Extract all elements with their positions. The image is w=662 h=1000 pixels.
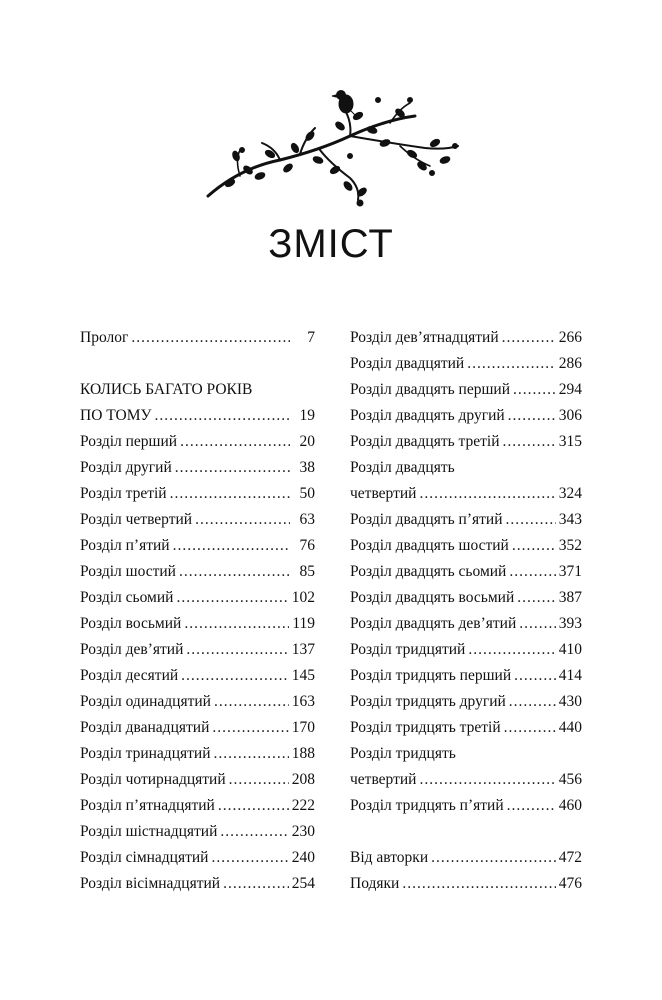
toc-entry — [80, 871, 315, 897]
toc-entry-label: Розділ тридцять п’ятий — [350, 797, 504, 814]
toc-leader-dots — [507, 793, 556, 819]
toc-leader-dots — [211, 845, 288, 871]
page-title: ЗМІСТ — [268, 222, 394, 266]
toc-entry — [350, 481, 582, 507]
toc-entry — [350, 611, 582, 637]
toc-entry — [350, 351, 582, 377]
toc-entry — [350, 585, 582, 611]
bird-on-branch-icon — [200, 88, 470, 218]
toc-leader-dots — [508, 403, 556, 429]
toc-entry-label: Розділ двадцятий — [350, 355, 465, 372]
toc-entry-label: Розділ перший — [80, 433, 178, 450]
toc-entry-label: Розділ четвертий — [80, 511, 193, 528]
toc-entry — [80, 845, 315, 871]
toc-entry-label: Розділ двадцять восьмий — [350, 589, 515, 606]
toc-entry-page: 456 — [558, 771, 582, 788]
toc-entry-page: 343 — [558, 511, 582, 528]
toc-entry-page: 371 — [558, 563, 582, 580]
toc-entry-page: 145 — [291, 667, 315, 684]
toc-entry-page: 352 — [558, 537, 582, 554]
toc-leader-dots — [504, 715, 556, 741]
toc-entry — [80, 611, 315, 637]
toc-leader-dots — [212, 715, 288, 741]
toc-entry — [350, 767, 582, 793]
toc-left-column — [80, 325, 315, 897]
toc-entry-page: 102 — [291, 589, 315, 606]
toc-entry-label: Розділ шостий — [80, 563, 176, 580]
toc-leader-dots — [179, 559, 290, 585]
toc-leader-dots — [509, 559, 555, 585]
toc-entry — [350, 325, 582, 351]
toc-leader-dots — [503, 429, 556, 455]
toc-leader-dots — [184, 611, 289, 637]
toc-entry-label: Розділ сьомий — [80, 589, 174, 606]
toc-entry — [350, 793, 582, 819]
toc-entry — [80, 663, 315, 689]
toc-spacer — [350, 819, 582, 845]
toc-entry-label: Розділ двадцять дев’ятий — [350, 615, 517, 632]
toc-entry-page: 315 — [558, 433, 582, 450]
toc-leader-dots — [467, 351, 556, 377]
toc-entry-label: Розділ дев’ятий — [80, 641, 184, 658]
toc-entry-page: 460 — [558, 797, 582, 814]
toc-entry-page: 440 — [558, 719, 582, 736]
toc-entry-label: Розділ восьмий — [80, 615, 182, 632]
toc-entry-page: 163 — [291, 693, 315, 710]
toc-entry-label: Розділ тридцять третій — [350, 719, 501, 736]
toc-leader-dots — [506, 507, 556, 533]
toc-entry-page: 430 — [558, 693, 582, 710]
toc-entry-label: Розділ третій — [80, 485, 167, 502]
toc-leader-dots — [180, 429, 290, 455]
toc-entry — [350, 741, 582, 767]
toc-entry — [80, 715, 315, 741]
toc-entry-page: 208 — [291, 771, 315, 788]
toc-entry-label: Розділ двадцять п’ятий — [350, 511, 503, 528]
toc-leader-dots — [186, 637, 288, 663]
toc-entry — [350, 429, 582, 455]
toc-entry-page: 85 — [299, 563, 315, 580]
toc-entry-page: 306 — [558, 407, 582, 424]
toc-leader-dots — [468, 637, 555, 663]
toc-entry — [350, 533, 582, 559]
toc-entry-page: 7 — [307, 329, 315, 346]
toc-entry — [80, 689, 315, 715]
toc-entry-page: 137 — [291, 641, 315, 658]
toc-entry — [350, 507, 582, 533]
toc-entry-label: Розділ шістнадцятий — [80, 823, 218, 840]
toc-entry-page: 119 — [292, 615, 315, 632]
toc-leader-dots — [176, 585, 288, 611]
toc-entry-page: 63 — [299, 511, 315, 528]
toc-entry-label: Розділ п’ятнадцятий — [80, 797, 215, 814]
toc-leader-dots — [195, 507, 290, 533]
toc-entry-page: 170 — [291, 719, 315, 736]
toc-leader-dots — [519, 611, 555, 637]
toc-entry-label: Пролог — [80, 329, 129, 346]
toc-entry-label: Розділ двадцять — [350, 459, 455, 476]
toc-entry-page: 188 — [291, 745, 315, 762]
toc-entry — [80, 819, 315, 845]
toc-entry — [80, 325, 315, 351]
toc-entry-label: четвертий — [350, 485, 417, 502]
toc-leader-dots — [419, 481, 555, 507]
toc-entry-label: Розділ тридцять перший — [350, 667, 512, 684]
toc-entry-label: Розділ тридцять другий — [350, 693, 506, 710]
toc-leader-dots — [514, 663, 556, 689]
toc-entry — [80, 793, 315, 819]
toc-entry — [80, 585, 315, 611]
toc-entry — [350, 871, 582, 897]
toc-entry-label: Розділ двадцять другий — [350, 407, 505, 424]
toc-entry — [350, 559, 582, 585]
toc-entry-label: ПО ТОМУ — [80, 407, 152, 424]
toc-leader-dots — [513, 377, 556, 403]
toc-leader-dots — [220, 819, 288, 845]
toc-entry-page: 38 — [299, 459, 315, 476]
toc-entry-label: Розділ двадцять третій — [350, 433, 500, 450]
toc-leader-dots — [170, 481, 290, 507]
toc-leader-dots — [173, 533, 290, 559]
toc-entry-label: Від авторки — [350, 849, 429, 866]
toc-entry-page: 286 — [558, 355, 582, 372]
toc-leader-dots — [175, 455, 290, 481]
toc-leader-dots — [214, 689, 289, 715]
toc-entry-label: Розділ вісімнадцятий — [80, 875, 221, 892]
toc-entry — [80, 559, 315, 585]
toc-entry — [80, 481, 315, 507]
toc-entry-label: Розділ двадцять перший — [350, 381, 510, 398]
toc-entry-page: 76 — [299, 537, 315, 554]
toc-entry — [80, 637, 315, 663]
toc-entry — [80, 455, 315, 481]
toc-entry-page: 387 — [558, 589, 582, 606]
toc-leader-dots — [419, 767, 555, 793]
toc-entry — [80, 429, 315, 455]
toc-entry-label: Розділ двадцять шостий — [350, 537, 509, 554]
toc-entry-label: КОЛИСЬ БАГАТО РОКІВ — [80, 381, 253, 398]
toc-entry-page: 410 — [558, 641, 582, 658]
toc-entry-page: 240 — [291, 849, 315, 866]
toc-leader-dots — [223, 871, 289, 897]
toc-leader-dots — [218, 793, 289, 819]
toc-leader-dots — [402, 871, 555, 897]
toc-entry-page: 230 — [291, 823, 315, 840]
toc-entry — [350, 715, 582, 741]
toc-entry-label: Розділ сімнадцятий — [80, 849, 209, 866]
toc-entry-page: 266 — [558, 329, 582, 346]
toc-leader-dots — [502, 325, 556, 351]
toc-entry — [350, 403, 582, 429]
toc-entry-page: 472 — [558, 849, 582, 866]
toc-entry-page: 254 — [291, 875, 315, 892]
toc-entry-label: Розділ двадцять сьомий — [350, 563, 507, 580]
toc-entry-label: Розділ дев’ятнадцятий — [350, 329, 499, 346]
toc-entry-page: 476 — [558, 875, 582, 892]
toc-leader-dots — [229, 767, 289, 793]
toc-entry-page: 50 — [299, 485, 315, 502]
toc-entry-label: Розділ одинадцятий — [80, 693, 211, 710]
toc-entry-label: Розділ тридцятий — [350, 641, 466, 658]
toc-entry-page: 222 — [291, 797, 315, 814]
toc-entry-label: Подяки — [350, 875, 400, 892]
toc-leader-dots — [517, 585, 556, 611]
toc-entry — [80, 403, 315, 429]
toc-entry — [80, 533, 315, 559]
toc-leader-dots — [509, 689, 556, 715]
toc-leader-dots — [154, 403, 290, 429]
toc-entry-page: 414 — [558, 667, 582, 684]
toc-entry — [350, 455, 582, 481]
toc-entry — [350, 689, 582, 715]
toc-entry — [80, 507, 315, 533]
toc-entry — [80, 767, 315, 793]
toc-leader-dots — [431, 845, 556, 871]
toc-entry-label: Розділ дванадцятий — [80, 719, 210, 736]
toc-entry-label: Розділ тридцять — [350, 745, 456, 762]
toc-entry-label: Розділ п’ятий — [80, 537, 170, 554]
toc-entry — [80, 741, 315, 767]
toc-entry-label: четвертий — [350, 771, 417, 788]
toc-entry-page: 324 — [558, 485, 582, 502]
toc-entry — [80, 377, 315, 403]
toc-entry-page: 294 — [558, 381, 582, 398]
toc-entry-page: 19 — [299, 407, 315, 424]
toc-leader-dots — [181, 663, 289, 689]
toc-entry-label: Розділ чотирнадцятий — [80, 771, 226, 788]
toc-leader-dots — [214, 741, 289, 767]
toc-right-column — [350, 325, 582, 897]
toc-entry-label: Розділ десятий — [80, 667, 179, 684]
toc-entry-page: 20 — [299, 433, 315, 450]
toc-leader-dots — [131, 325, 290, 351]
toc-entry — [350, 845, 582, 871]
toc-leader-dots — [512, 533, 556, 559]
toc-entry-label: Розділ тринадцятий — [80, 745, 211, 762]
toc-entry-label: Розділ другий — [80, 459, 172, 476]
toc-spacer — [80, 351, 315, 377]
toc-entry-page: 393 — [558, 615, 582, 632]
toc-entry — [350, 637, 582, 663]
toc-entry — [350, 663, 582, 689]
toc-entry — [350, 377, 582, 403]
